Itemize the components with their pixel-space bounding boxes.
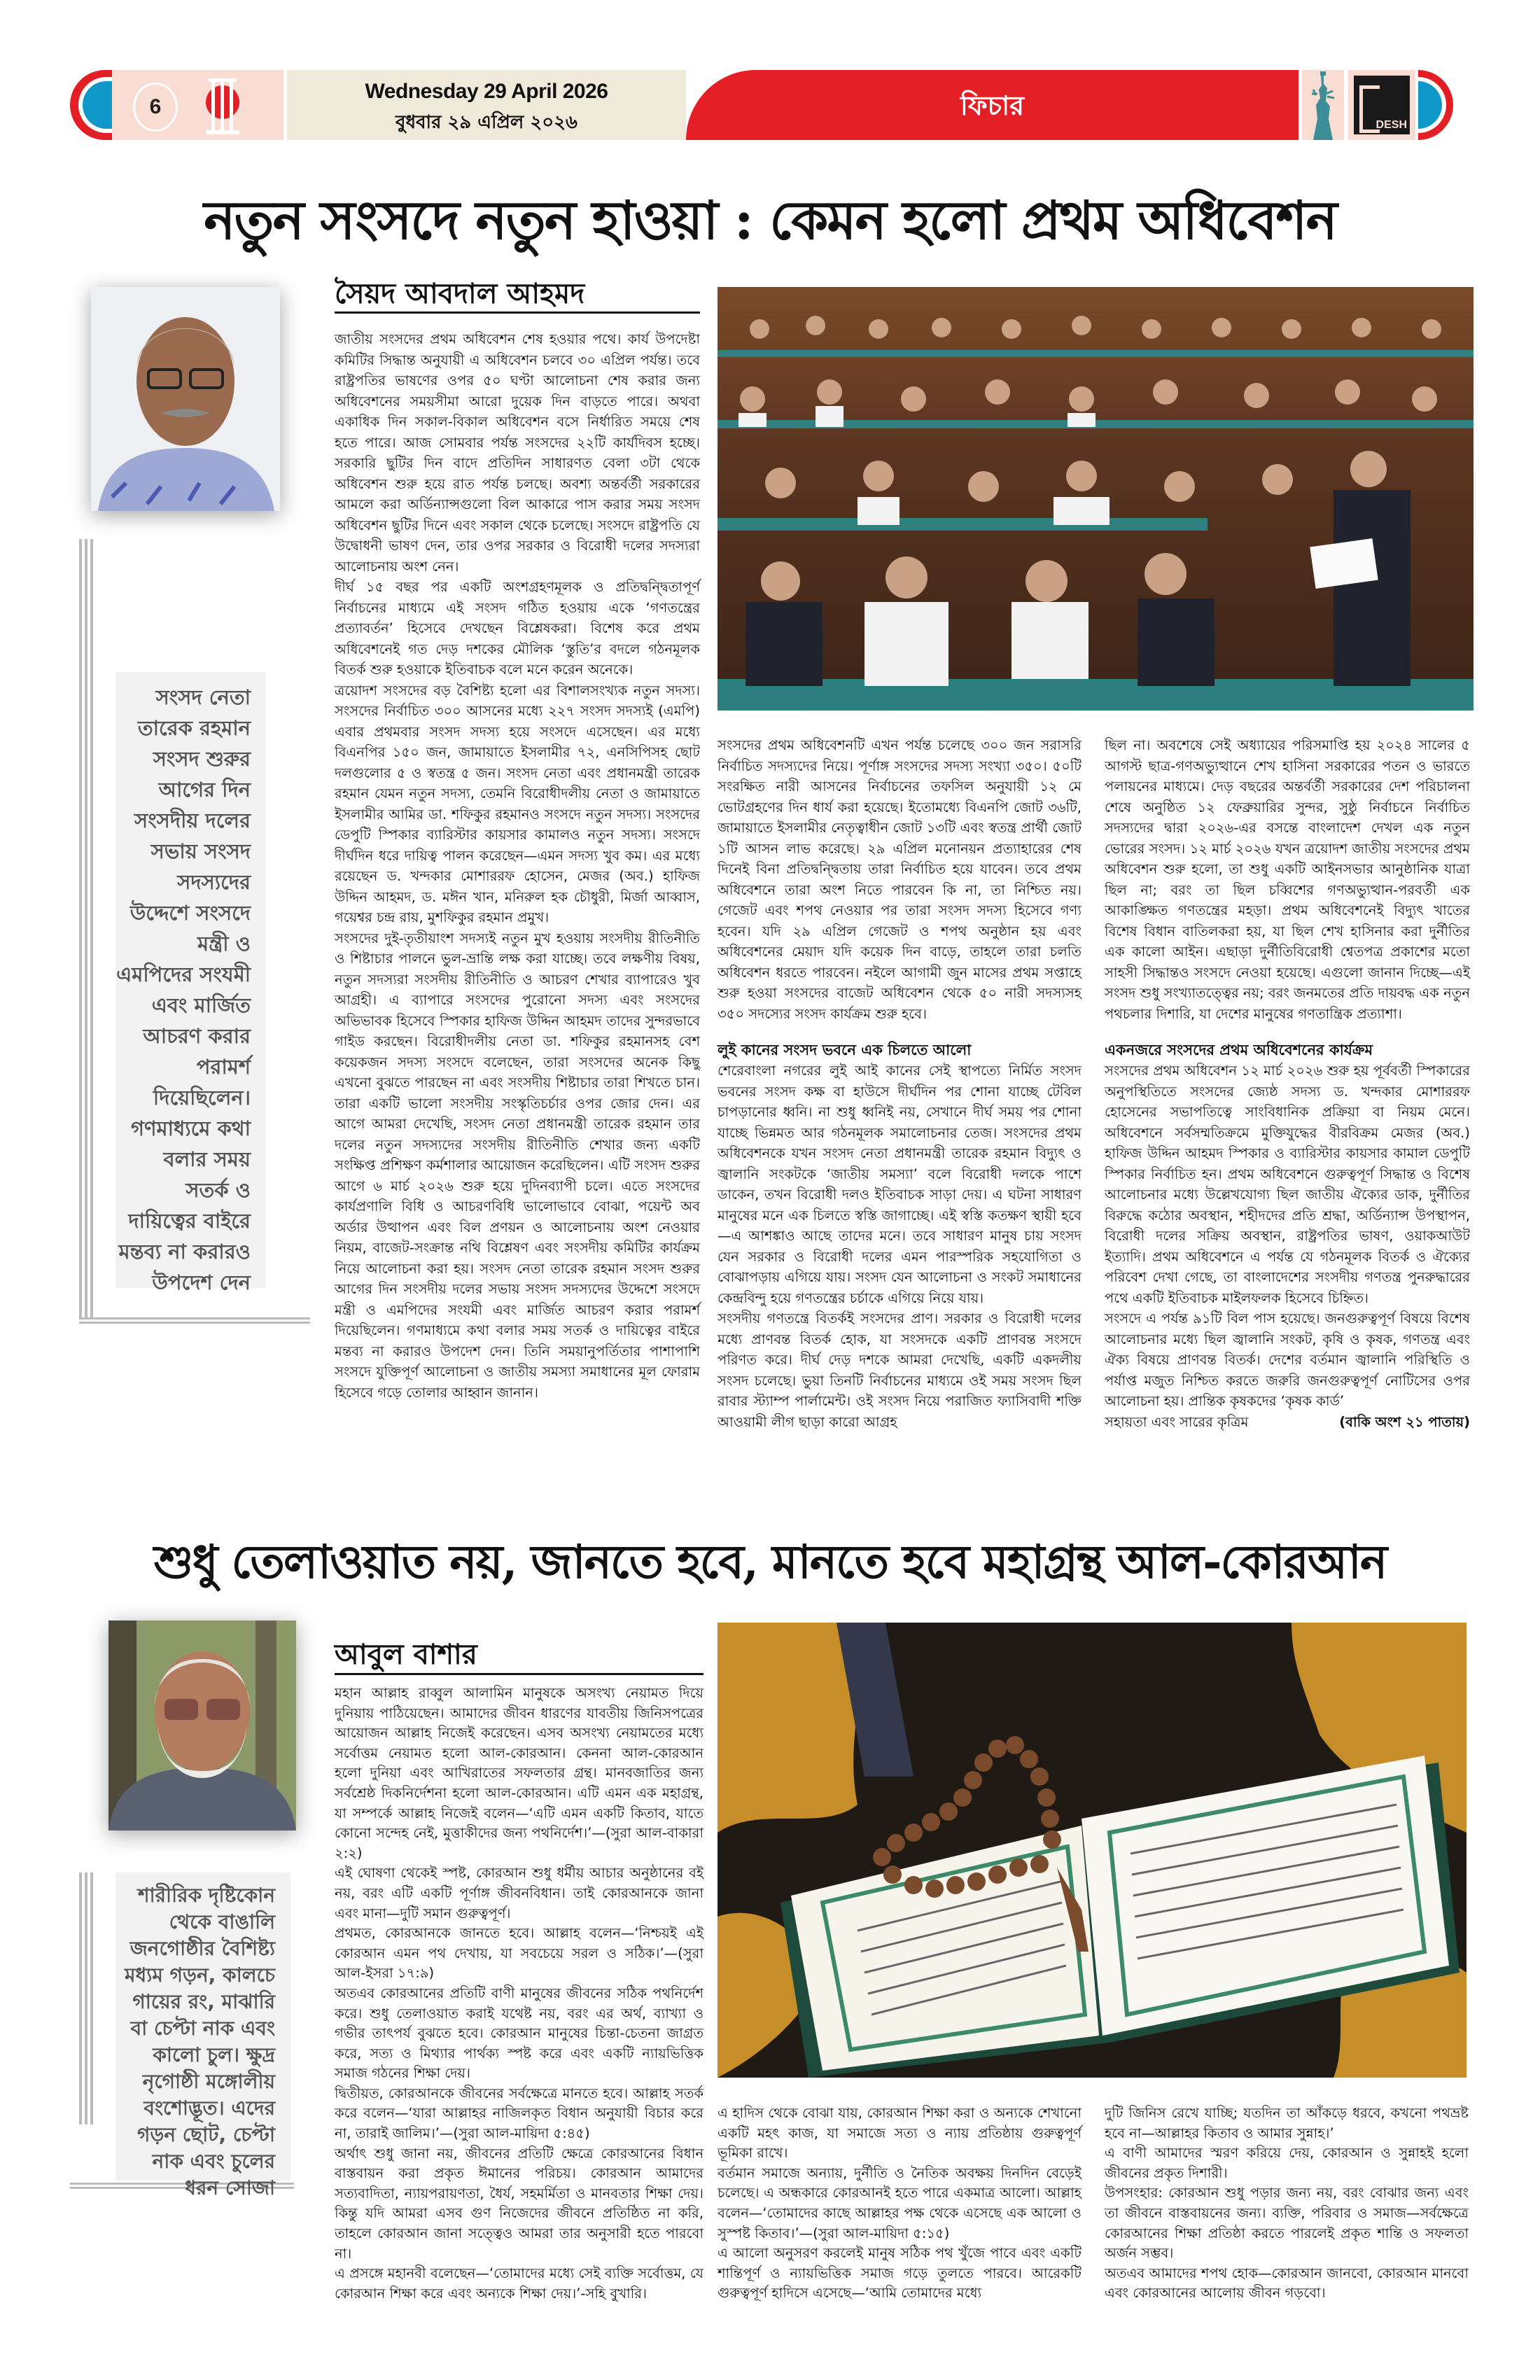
continued-on-page-link[interactable]: (বাকি অংশ ২১ পাতায়) [1339, 1413, 1470, 1430]
pull-quote-bottom-rule [79, 1317, 310, 1326]
article1-pull-quote: সংসদ নেতা তারেক রহমান সংসদ শুরুর আগের দিন সংসদীয় দলের সভায় সংসদ সদস্যদের উদ্দেশে সংসদে মন্ত্রী ও এমপিদের সংযমী এবং মার্জিত আচরণ করার পরামর্শ দিয়েছিলেন। গণমাধ্যমে কথা বলার সময় সতর্ক ও দায়িত্বের বাইরে মন্তব্য না করারও উপদেশ দেন [115, 672, 266, 1288]
paragraph-end: সহায়তা এবং সারের কৃত্রিম [1105, 1413, 1249, 1430]
article2-column-3 [1105, 2104, 1469, 2304]
paragraph: উপসংহার: কোরআন শুধু পড়ার জন্য নয়, বরং বোঝার জন্য এবং তা জীবনে বাস্তবায়নের জন্য। ব্যক্তি, পরিবার ও সমাজ—সর্বক্ষেত্রে কোরআনের শিক্ষা প্রতিষ্ঠা করতে পারলেই প্রকৃত শান্তি ও সফলতা অর্জন সম্ভব। [1105, 2185, 1469, 2262]
pull-quote-rule [79, 1872, 97, 2124]
paragraph: সংসদের প্রথম অধিবেশন ১২ মার্চ ২০২৬ শুরু হয় পূর্ববর্তী স্পিকারের অনুপস্থিতিতে সংসদের জ্যেষ্ঠ সদস্য ড. খন্দকার মোশাররফ হোসেনের সভাপতিত্বে সাংবিধানিক প্রক্রিয়া বা নিয়ম মেনে। অধিবেশনে সর্বসম্মতিক্রমে মুক্তিযুদ্ধের বীরবিক্রম মেজর (অব.) হাফিজ উদ্দিন আহমদ স্পিকার ও ব্যারিস্টার কায়সার কামাল ডেপুটি স্পিকার নির্বাচিত হন। প্রথম অধিবেশনে গুরুত্বপূর্ণ সিদ্ধান্ত ও বিশেষ আলোচনার মধ্যে উল্লেখযোগ্য ছিল জাতীয় ঐক্যের ডাক, দুর্নীতির বিরুদ্ধে কঠোর অবস্থান, শহীদদের প্রতি শ্রদ্ধা, অর্ডিন্যান্স উপস্থাপন, বিরোধী দলের সক্রিয় অবস্থান, রাষ্ট্রপতির ভাষণ, ওয়াকআউট ইত্যাদি। প্রথম অধিবেশনে এ পর্যন্ত যে গঠনমূলক বিতর্ক ও ঐক্যের পরিবেশ দেখা গেছে, তা বাংলাদেশের সংসদীয় গণতন্ত্র পুনরুদ্ধারের পথে একটি ইতিবাচক মাইলফলক হিসেবে চিহ্নিত। [1105, 1063, 1470, 1306]
logo-text: DESH [1376, 119, 1407, 131]
paragraph: অতএব কোরআনের প্রতিটি বাণী মানুষের জীবনের সঠিক পথনির্দেশ করে। শুধু তেলাওয়াত করাই যথেষ্ট নয়, বরং এর অর্থ, ব্যাখ্যা ও গভীর তাৎপর্য বুঝতে হবে। কোরআন মানুষের চিন্তা-চেতনা জাগ্রত করে, সত্য ও মিথ্যার পার্থক্য স্পষ্ট করে এবং একটি ন্যায়ভিত্তিক সমাজ গঠনের শিক্ষা দেয়। [335, 1984, 704, 2082]
paragraph: এ বাণী আমাদের স্মরণ করিয়ে দেয়, কোরআন ও সুন্নাহই হলো জীবনের প্রকৃত দিশারী। [1105, 2145, 1469, 2181]
section-banner [686, 70, 1298, 140]
page-number: 6 [133, 83, 178, 132]
author-portrait-icon [108, 1620, 296, 1830]
article1-headline: নতুন সংসদে নতুন হাওয়া : কেমন হলো প্রথম অধিবেশন [204, 189, 1336, 251]
paragraph: ছিল না। অবশেষে সেই অধ্যায়ের পরিসমাপ্তি হয় ২০২৪ সালের ৫ আগস্ট ছাত্র-গণঅভ্যুত্থানে শেখ হাসিনা সরকারের পতন ও ভারতে পলায়নের মাধ্যমে। দেড় বছরের অন্তর্বর্তী সরকারের দেশ পরিচালনা শেষে অনুষ্ঠিত ১২ ফেব্রুয়ারির সুন্দর, সুষ্ঠু নির্বাচনে নির্বাচিত সদস্যদের দ্বারা ২০২৬-এর বসন্তে বাংলাদেশ দেখল এক নতুন ভোরের সংসদ। ১২ মার্চ ২০২৬ যখন ত্রয়োদশ জাতীয় সংসদের প্রথম অধিবেশন শুরু হলো, তা শুধু একটি আইনসভার আনুষ্ঠানিক যাত্রা ছিল না; বরং তা ছিল চব্বিশের গণঅভ্যুত্থান-পরবর্তী এক আকাঙ্ক্ষিত গণতন্ত্রের মহড়া। প্রথম অধিবেশনেই বিদ্যুৎ খাতের বিশেষ বিধান বাতিলকরা হয়, যা ছিল শেখ হাসিনার করা দুর্নীতির এক কালো আইন। এছাড়া দুর্নীতিবিরোধী শ্বেতপত্র প্রকাশের মতো সাহসী সিদ্ধান্তও সংসদে নেওয়া হয়েছে। এগুলো জানান দিচ্ছে—এই সংসদ শুধু সংখ্যাতত্ত্বের নয়; বরং জনমতের প্রতি দায়বদ্ধ এক নতুন পথচলার দিশারি, যা দেশের মানুষের গণতান্ত্রিক প্রত্যাশা। [1105, 737, 1470, 1022]
paragraph: মহান আল্লাহ রাব্বুল আলামিন মানুষকে অসংখ্য নেয়ামত দিয়ে দুনিয়ায় পাঠিয়েছেন। আমাদের জীবন ধারণের যাবতীয় জিনিসপত্রের আয়োজন আল্লাহ নিজেই করেছেন। এসব অসংখ্য নেয়ামতের মধ্যে সর্বোত্তম নেয়ামত হলো আল-কোরআন। কেননা আল-কোরআন হলো দুনিয়া এবং আখিরাতের সফলতার গ্রন্থ। মানবজাতির জন্য সর্বশ্রেষ্ঠ দিকনির্দেশনা হলো আল-কোরআন। এটি এমন এক মহাগ্রন্থ, যা সম্পর্কে আল্লাহ নিজেই বলেন—‘এটি এমন একটি কিতাব, যাতে কোনো সন্দেহ নেই, মুত্তাকীদের জন্য পথনির্দেশ।’—(সুরা আল-বাকারা ২:২) [335, 1685, 704, 1861]
article1-column-3 [1105, 735, 1470, 1432]
paragraph: দুটি জিনিস রেখে যাচ্ছি; যতদিন তা আঁকড়ে ধরবে, কখনো পথভ্রষ্ট হবে না—আল্লাহর কিতাব ও আমার সুন্নাহ।’ [1105, 2105, 1469, 2141]
paragraph: বর্তমান সমাজে অন্যায়, দুর্নীতি ও নৈতিক অবক্ষয় দিনদিন বেড়েই চলেছে। এ অন্ধকারে কোরআনই হতে পারে একমাত্র আলো। আল্লাহ বলেন—‘তোমাদের কাছে আল্লাহর পক্ষ থেকে এসেছে এক আলো ও সুস্পষ্ট কিতাব।’—(সুরা আল-মায়িদা ৫:১৫) [718, 2164, 1082, 2241]
paragraph: এ প্রসঙ্গে মহানবী বলেছেন—‘তোমাদের মধ্যে সেই ব্যক্তি সর্বোত্তম, যে কোরআন শিক্ষা করে এবং অন্যকে শিক্ষা দেয়।’-সহি বুখারি। [335, 2265, 704, 2302]
paragraph: শেরেবাংলা নগরের লুই আই কানের সেই স্থাপত্যে নির্মিত সংসদ ভবনের সংসদ কক্ষ বা হাউসে দীর্ঘদিন পর শোনা যাচ্ছে টেবিল চাপড়ানোর ধ্বনি। না শুধু ধ্বনিই নয়, সেখানে দীর্ঘ সময় পর শোনা যাচ্ছে ভিন্নমত আর গঠনমূলক সমালোচনার তেজ। সংসদের প্রথম অধিবেশনকে যখন সংসদ নেতা প্রধানমন্ত্রী তারেক রহমান বিদ্যুৎ ও জ্বালানি সংকটকে ‘জাতীয় সমস্যা’ বলে বিরোধী দলকে পাশে ডাকেন, তখন বিরোধী দলও ইতিবাচক সাড়া দেয়। এ ঘটনা সাধারণ মানুষের মনে এক চিলতে স্বস্তি জাগাচ্ছে। এই স্বস্তি কতক্ষণ স্থায়ী হবে—এ আশঙ্কাও আছে তাদের মনে। তবে সাধারণ মানুষ চায় সংসদ যেন সরকার ও বিরোধী দলের এমন পারস্পরিক সহযোগিতা ও বোঝাপড়ায় এগিয়ে যায়। সংসদ যেন আলোচনা ও সংকট সমাধানের কেন্দ্রবিন্দু হয়ে গণতন্ত্রের চর্চাকে এগিয়ে নিয়ে যায়। [718, 1063, 1082, 1306]
page-header [70, 70, 1453, 140]
statue-of-liberty-icon [1302, 70, 1344, 140]
article2-author-photo [108, 1620, 296, 1830]
article1-author: সৈয়দ আবদাল আহমদ [335, 278, 585, 310]
desh-logo [1348, 70, 1415, 140]
date-english: Wednesday 29 April 2026 [365, 80, 608, 103]
quran-with-prayer-beads-image [718, 1623, 1466, 2078]
article2-pull-quote: শারীরিক দৃষ্টিকোন থেকে বাঙালি জনগোষ্ঠীর বৈশিষ্ট্য মধ্যম গড়ন, কালচে গায়ের রং, মাঝারি বা চেপ্টা নাক এবং কালো চুল। ক্ষুদ্র নৃগোষ্ঠী মঙ্গোলীয় বংশোদ্ভূত। এদের গড়ন ছোট, চেপ্টা নাক এবং চুলের ধরন সোজা [115, 1872, 290, 2180]
parliament-photo-image [718, 287, 1474, 710]
date-bangla: বুধবার ২৯ এপ্রিল ২০২৬ [396, 112, 578, 133]
paragraph: জাতীয় সংসদের প্রথম অধিবেশন শেষ হওয়ার পথে। কার্য উপদেষ্টা কমিটির সিদ্ধান্ত অনুযায়ী এ অধিবেশন চলবে ৩০ এপ্রিল পর্যন্ত। তবে রাষ্ট্রপতির ভাষণের ওপর ৫০ ঘণ্টা আলোচনা শেষ করার জন্য অধিবেশনের সময়সীমা আরো দুয়েক দিন বাড়তে পারে। অথবা একাধিক দিন সকাল-বিকাল অধিবেশন বসে নির্ধারিত সময়ে শেষ হতে পারে। আজ সোমবার পর্যন্ত সংসদের ২২টি কার্যদিবস হচ্ছে। সরকারি ছুটির দিন বাদে প্রতিদিন সাধারণত বেলা ৩টা থেকে অধিবেশন শুরু হয়ে রাত পর্যন্ত চলছে। অবশ্য অন্তর্বর্তী সরকারের আমলে করা অর্ডিন্যান্সগুলো বিল আকারে পাস করার সময় সংসদ অধিবেশন ছুটির দিনে এবং সকাল থেকে চলেছে। সংসদে রাষ্ট্রপতি যে উদ্বোধনী ভাষণ দেন, তার ওপর সরকার ও বিরোধী দলের সদস্যরা আলোচনায় অংশ নেন। [335, 331, 700, 575]
subheading: একনজরে সংসদের প্রথম অধিবেশনের কার্যক্রম [1105, 1042, 1373, 1058]
paragraph: এই ঘোষণা থেকেই স্পষ্ট, কোরআন শুধু ধর্মীয় আচার অনুষ্ঠানের বই নয়, বরং এটি একটি পূর্ণাঙ্গ জীবনবিধান। তাই কোরআনকে জানা এবং মানা—দুটি সমান গুরুত্বপূর্ণ। [335, 1865, 704, 1921]
paragraph: প্রথমত, কোরআনকে জানতে হবে। আল্লাহ বলেন—‘নিশ্চয়ই এই কোরআন এমন পথ দেখায়, যা সবচেয়ে সরল ও সঠিক।’—(সুরা আল-ইসরা ১৭:৯) [335, 1925, 704, 1982]
paragraph: দীর্ঘ ১৫ বছর পর একটি অংশগ্রহণমূলক ও প্রতিদ্বন্দ্বিতাপূর্ণ নির্বাচনের মাধ্যমে এই সংসদ গঠিত হওয়ায় একে ‘গণতন্ত্রের প্রত্যাবর্তন’ হিসেবে দেখছেন বিশ্লেষকরা। বিশেষ করে প্রথম অধিবেশনেই গত দেড় দশকের মৌলিক ‘স্তুতি’র বদলে গঠনমূলক বিতর্ক শুরু হওয়াকে ইতিবাচক বলে মনে করেন অনেকে। [335, 579, 700, 678]
parliament-session-photo [718, 287, 1474, 710]
article2-column-1 [335, 1684, 704, 2304]
section-title: ফিচার [960, 90, 1025, 121]
pull-quote-rule [79, 539, 97, 1320]
article2-column-2 [718, 2104, 1082, 2304]
paragraph: সংসদীয় গণতন্ত্রে বিতর্কই সংসদের প্রাণ। সরকার ও বিরোধী দলের মধ্যে প্রাণবন্ত বিতর্ক হোক, যা সংসদকে একটি প্রাণবন্ত সংসদে পরিণত করে। দীর্ঘ দেড় দশকে আমরা দেখেছি, একটি একদলীয় সংসদ চলেছে। ভুয়া তিনটি নির্বাচনের মাধ্যমে ওই সময় সংসদ ছিল রাবার স্ট্যাম্প পার্লামেন্ট। ওই সংসদ নিয়ে পরাজিত ফ্যাসিবাদী শক্তি আওয়ামী লীগ ছাড়া কারো আগ্রহ [718, 1310, 1082, 1430]
header-left-cap [70, 70, 112, 140]
header-right-cap [1418, 70, 1453, 140]
quran-photo [718, 1623, 1466, 2078]
article2-headline: শুধু তেলাওয়াত নয়, জানতে হবে, মানতে হবে মহাগ্রন্থ আল-কোরআন [153, 1534, 1387, 1589]
paragraph: সংসদে এ পর্যন্ত ৯১টি বিল পাস হয়েছে। জনগুরুত্বপূর্ণ বিষয়ে বিশেষ আলোচনার মধ্যে ছিল জ্বালানি সংকট, কৃষি ও কৃষক, গণতন্ত্র এবং ঐক্য বিষয়ে প্রাণবন্ত বিতর্ক। দেশের বর্তমান জ্বালানি পরিস্থিতি ও পর্যাপ্ত মজুত নিশ্চিত করতে জরুরি জনগুরুত্বপূর্ণ নোটিসের ওপর আলোচনা হয়। প্রান্তিক কৃষকদের ‘কৃষক কার্ড’ [1105, 1310, 1470, 1409]
author-portrait-icon [91, 287, 280, 511]
paragraph: সংসদের দুই-তৃতীয়াংশ সদস্যই নতুন মুখ হওয়ায় সংসদীয় রীতিনীতি ও শিষ্টাচার পালনে ভুল-ভ্রান্তি লক্ষ করা যাচ্ছে। তবে লক্ষণীয় বিষয়, নতুন সদস্যরা সংসদীয় রীতিনীতি ও আচরণ শেখার ব্যাপারেও খুব আগ্রহী। এ ব্যাপারে সংসদের পুরোনো সদস্য এবং সংসদের অভিভাবক হিসেবে স্পিকার হাফিজ উদ্দিন আহমদ তাদের সুন্দরভাবে গাইড করছেন। বিরোধীদলীয় নেতা ডা. শফিকুর রহমানসহ বেশ কয়েকজন সদস্য সংসদে বলেছেন, তারা সংসদের অনেক কিছু এখনো বুঝতে পারছেন না এবং সংসদীয় শিষ্টাচার তারা শিখতে চান। তারা একটি ভালো সংসদীয় সংস্কৃতিচর্চার ওপর জোর দেন। এর আগে আমরা দেখেছি, সংসদ নেতা প্রধানমন্ত্রী তারেক রহমান তার দলের নতুন সদস্যদের সংসদীয় রীতিনীতি শেখার জন্য একটি সংক্ষিপ্ত প্রশিক্ষণ কর্মশালার আয়োজন করেছিলেন। এটি সংসদ শুরুর আগে ৬ মার্চ ২০২৬ শুরু হয়ে দুদিনব্যাপী চলে। এতে সংসদের কার্যপ্রণালি বিধি ও আচরণবিধি ভালোভাবে বোঝা, পয়েন্ট অব অর্ডার উত্থাপন এবং বিল প্রণয়ন ও আলোচনায় অংশ নেওয়ার নিয়ম, বাজেট-সংক্রান্ত নথি বিশ্লেষণ এবং সংসদীয় কমিটির কার্যক্রম নিয়ে আলোচনা করা হয়। সংসদ নেতা তারেক রহমান সংসদ শুরুর আগের দিন সংসদীয় দলের সভায় সংসদ সদস্যদের উদ্দেশে সংসদে মন্ত্রী ও এমপিদের সংযমী এবং মার্জিত আচরণ করার পরামর্শ দিয়েছিলেন। গণমাধ্যমে কথা বলার সময় সতর্ক ও দায়িত্বের বাইরে মন্তব্য না করারও উপদেশ দেন। তিনি সময়ানুপর্তিতার পাশাপাশি সংসদে যুক্তিপূর্ণ আলোচনা ও জাতীয় সমস্যা সমাধানের মূল ফোরাম হিসেবে গড়ে তোলার আহ্বান জানান। [335, 930, 700, 1401]
byline-rule [335, 312, 700, 314]
paragraph: অতএব আমাদের শপথ হোক—কোরআন জানবো, কোরআন মানবো এবং কোরআনের আলোয় জীবন গড়বো। [1105, 2264, 1469, 2302]
byline-rule [335, 1673, 704, 1675]
shaheed-minar-icon [202, 76, 244, 136]
continuation-line [1105, 1412, 1470, 1433]
article2-author: আবুল বাশার [335, 1639, 477, 1671]
paragraph: দ্বিতীয়ত, কোরআনকে জীবনের সর্বক্ষেত্রে মানতে হবে। আল্লাহ সতর্ক করে বলেন—‘যারা আল্লাহর নাজিলকৃত বিধান অনুযায়ী বিচার করে না, তারাই জালিম।’—(সুরা আল-মায়িদা ৫:৪৫) [335, 2085, 704, 2142]
article1-author-photo [91, 287, 280, 511]
article1-column-2 [718, 735, 1082, 1432]
article1-column-1 [335, 329, 700, 1403]
page-number-box [112, 70, 284, 140]
paragraph: ত্রয়োদশ সংসদের বড় বৈশিষ্ট্য হলো এর বিশালসংখ্যক নতুন সদস্য। সংসদের নির্বাচিত ৩০০ আসনের মধ্যে ২২৭ সংসদ সদস্যই (এমপি) এবার প্রথমবার সংসদ সদস্য হয়ে সংসদে এসেছেন। এর মধ্যে বিএনপির ১৫০ জন, জামায়াতে ইসলামীর ৭২, এনসিপিসহ ছোট দলগুলোর ৫ ও স্বতন্ত্র ৫ জন। সংসদ নেতা এবং প্রধানমন্ত্রী তারেক রহমান যেমন নতুন সদস্য, তেমনি বিরোধীদলীয় নেতা ও জামায়াতে ইসলামীর আমির ডা. শফিকুর রহমানও সংসদে নতুন সদস্য। সংসদের ডেপুটি স্পিকার ব্যারিস্টার কায়সার কামালও নতুন সদস্য। সংসদে দীর্ঘদিন ধরে দায়িত্ব পালন করেছেন—এমন সদস্য খুব কম। এর মধ্যে রয়েছেন ড. খন্দকার মোশাররফ হোসেন, মেজর (অব.) হাফিজ উদ্দিন আহমদ, ড. মঈন খান, মনিরুল হক চৌধুরী, মির্জা আব্বাস, গয়েশ্বর চন্দ্র রায়, মুশফিকুর রহমান প্রমুখ। [335, 682, 700, 925]
paragraph: সংসদের প্রথম অধিবেশনটি এখন পর্যন্ত চলেছে ৩০০ জন সরাসরি নির্বাচিত সদস্যদের নিয়ে। পূর্ণাঙ্গ সংসদের সদস্য সংখ্যা ৩৫০। ৫০টি সংরক্ষিত নারী আসনের নির্বাচনের তফসিল অনুযায়ী ১২ মে ভোটগ্রহণের দিন ধার্য করা হয়েছে। ইতোমধ্যে বিএনপি জোট ৩৬টি, জামায়াতে ইসলামীর নেতৃত্বাধীন জোট ১৩টি এবং স্বতন্ত্র প্রার্থী জোট ১টি আসন লাভ করেছে। ২৯ এপ্রিল মনোনয়ন প্রত্যাহারের শেষ দিনেই বিনা প্রতিদ্বন্দ্বিতায় তারা নির্বাচিত হয়ে যাবেন। তবে প্রথম অধিবেশনে তারা অংশ নিতে পারবেন কি না, তা নিশ্চিত নয়। গেজেট এবং শপথ নেওয়ার পর তারা সংসদ সদস্য হিসেবে গণ্য হবেন। যদি ২৯ এপ্রিল গেজেট ও শপথ অনুষ্ঠান হয় এবং অধিবেশনের মেয়াদ যদি কয়েক দিন বাড়ে, তাহলে তারা চলতি অধিবেশন ধরতে পারবেন। নইলে আগামী জুন মাসের প্রথম সপ্তাহে শুরু হওয়া সংসদের বাজেট অধিবেশন থেকে ৫০ নারী সদস্যসহ ৩৫০ সদস্যের সংসদ কার্যক্রম শুরু হবে। [718, 737, 1082, 1022]
paragraph: এ আলো অনুসরণ করলেই মানুষ সঠিক পথ খুঁজে পাবে এবং একটি শান্তিপূর্ণ ও ন্যায়ভিত্তিক সমাজ গড়ে তুলতে পারবে। আরেকটি গুরুত্বপূর্ণ হাদিসে এসেছে—‘আমি তোমাদের মধ্যে [718, 2245, 1082, 2302]
subheading: লুই কানের সংসদ ভবনে এক চিলতে আলো [718, 1042, 972, 1058]
date-box [287, 70, 686, 140]
paragraph: এ হাদিস থেকে বোঝা যায়, কোরআন শিক্ষা করা ও অন্যকে শেখানো একটি মহৎ কাজ, যা সমাজে সত্য ও ন্যায় প্রতিষ্ঠায় গুরুত্বপূর্ণ ভূমিকা রাখে। [718, 2105, 1082, 2162]
paragraph: অর্থাৎ শুধু জানা নয়, জীবনের প্রতিটি ক্ষেত্রে কোরআনের বিধান বাস্তবায়ন করা প্রকৃত ঈমানের পরিচয়। কোরআন আমাদের সত্যবাদিতা, ন্যায়পরায়ণতা, ধৈর্য, সহমর্মিতা ও মানবতার শিক্ষা দেয়। কিন্তু যদি আমরা এসব গুণ নিজেদের জীবনে প্রতিষ্ঠিত না করি, তাহলে কোরআন জানা সত্ত্বেও আমরা তার অনুসারী হতে পারবো না। [335, 2145, 704, 2262]
